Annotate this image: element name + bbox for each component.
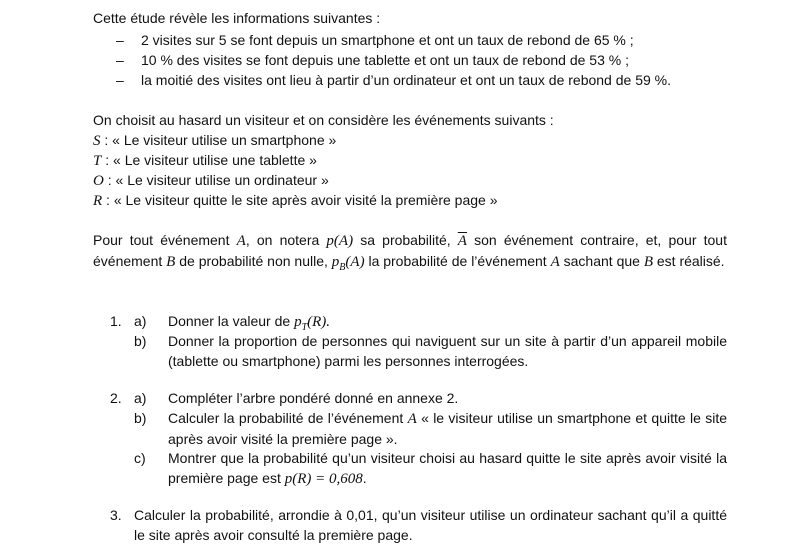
formula-pr: p(R) = 0,608 — [284, 471, 363, 487]
event-label: : « Le visiteur quitte le site après avoir visité la première page » — [102, 192, 498, 208]
event-symbol: O — [93, 173, 104, 189]
bullet-ordinateur: la moitié des visites ont lieu à partir d’un ordinateur et ont un taux de rebond de 59 %. — [141, 72, 671, 88]
event-o — [93, 170, 329, 191]
question-1a-text: Donner la valeur de $p_T(R)$. — [168, 313, 331, 333]
intro-text: Cette étude révèle les informations suivantes : — [93, 10, 381, 26]
event-label: : « Le visiteur utilise un smartphone » — [100, 132, 337, 148]
question-2b-text: Calculer la probabilité de l’événement A « le visiteur utilise un smartphone et quitte le site après avoir visité la première page ». — [168, 410, 728, 447]
question-2c-label: c) — [134, 450, 146, 466]
question-2c-text: Montrer que la probabilité qu’un visiteur choisi au hasard quitte le site après avoir visité la première page est p(R) = 0,608. — [168, 450, 727, 487]
event-label: : « Le visiteur utilise une tablette » — [101, 152, 317, 168]
event-t — [93, 150, 317, 171]
question-2b-label: b) — [134, 410, 147, 426]
event-r — [93, 190, 497, 211]
complement-a: $\overline{A}$ — [457, 233, 467, 249]
event-symbol: T — [93, 153, 102, 169]
event-s — [93, 130, 336, 151]
question-1b-text: Donner la proportion de personnes qui naviguent sur un site à partir d’un appareil mobile (tablette ou smartphone) parmi les personnes interrogées. — [168, 333, 727, 369]
bullet-tablette: 10 % des visites se font depuis une tablette et ont un taux de rebond de 53 % ; — [141, 52, 629, 68]
question-1a-label: a) — [134, 313, 147, 329]
bullet-marker: – — [116, 52, 124, 68]
bullet-marker: – — [116, 72, 124, 88]
event-symbol: S — [93, 133, 101, 149]
question-2a-label: a) — [134, 390, 147, 406]
notation-paragraph: Pour tout événement A, on notera p(A) sa probabilité, $\overline{A}$ son événement contraire, et, pour tout événement B de probabilité non nulle, $p_B(A)$ la probabilité de l’événement A sachant que B est réalisé. — [93, 232, 727, 273]
bullet-marker: – — [116, 32, 124, 48]
event-symbol: R — [93, 193, 103, 209]
events-intro: On choisit au hasard un visiteur et on considère les événements suivants : — [93, 112, 554, 128]
question-3-number: 3. — [110, 507, 122, 523]
event-label: : « Le visiteur utilise un ordinateur » — [103, 172, 329, 188]
question-1b-label: b) — [134, 333, 147, 349]
question-1-number: 1. — [110, 313, 122, 329]
question-2-number: 2. — [110, 390, 122, 406]
question-2a-text: Compléter l’arbre pondéré donné en annexe 2. — [168, 390, 459, 406]
question-3-text: Calculer la probabilité, arrondie à 0,01, qu’un visiteur utilise un ordinateur sachant qu’il a quitté le site après avoir consulté la première page. — [134, 507, 727, 543]
bullet-smartphone: 2 visites sur 5 se font depuis un smartphone et ont un taux de rebond de 65 % ; — [141, 32, 634, 48]
